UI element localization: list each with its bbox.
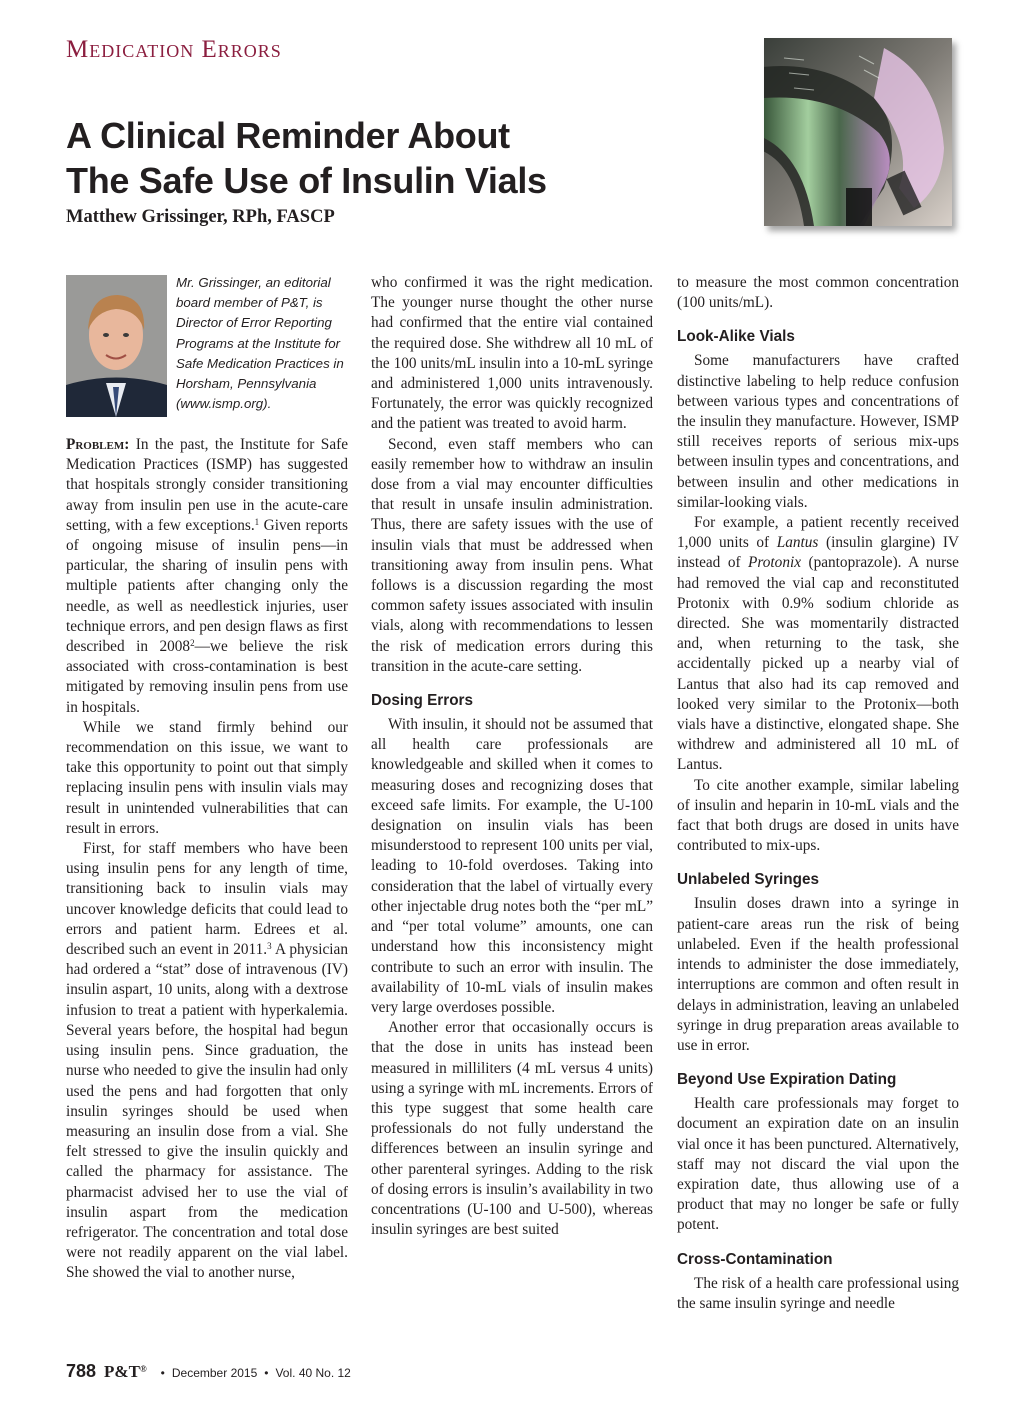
drug-name-lantus: Lantus: [776, 534, 819, 552]
paragraph: [677, 513, 959, 776]
volume-issue: Vol. 40 No. 12: [275, 1366, 351, 1380]
column-3: [677, 273, 959, 1314]
column-2: [371, 273, 653, 1240]
author-bio-block: [66, 273, 348, 435]
paragraph: Health care professionals may forget to document an expiration date on an insulin vial once it has been punctured. Alternatively, staff may not discard the vial upon the expiration date, thus allowing use of a product that may no longer be safe or fully potent.: [677, 1095, 959, 1234]
insulin-vials-image: [764, 38, 952, 226]
reference-mark: 3: [267, 941, 272, 952]
registered-mark: ®: [139, 1364, 147, 1374]
paragraph: to measure the most common concentration (100 units/mL).: [677, 274, 959, 312]
text-run: A physician had ordered a “stat” dose of intravenous (IV) insulin aspart, 10 units, along with a dextrose infusion to treat a patient with hyperkalemia. Several years before, the hospital had begun using insulin pens. Since graduation, the nurse who needed to give the insulin had only used the pens and had forgotten that only insulin syringes should be used when measuring an insulin dose from a vial. She felt stressed to give the insulin quickly and called the pharmacy for assistance. The pharmacist advised her to use the vial of insulin aspart from the medication refrigerator. The concentration and total dose were not readily apparent on the vial label. She showed the vial to another nurse,: [66, 941, 348, 1282]
text-run: Given reports of ongoing misuse of insulin pens—in particular, the sharing of insulin pens with multiple patients after changing only the needle, as well as needlestick injuries, user technique errors, and pen design flaws as first described in 2008: [66, 516, 348, 656]
page-footer: [66, 1361, 351, 1382]
author-byline: Matthew Grissinger, RPh, FASCP: [66, 207, 335, 227]
paragraph: Insulin doses drawn into a syringe in patient-care areas run the risk of being unlabeled. Even if the health professional intends to administer the dose immediately, interruptions are common and often result in delays in administration, leaving an unlabeled syringe in drug preparation areas available to use in error.: [677, 895, 959, 1054]
reference-mark: 2: [190, 638, 195, 649]
journal-title: P&T: [104, 1362, 140, 1381]
paragraph: To cite another example, similar labeling of insulin and heparin in 10-mL vials and the fact that both drugs are dosed in units have contributed to mix-ups.: [677, 776, 959, 855]
section-label: Medication Errors: [66, 36, 282, 63]
paragraph: who confirmed it was the right medication. The younger nurse thought the other nurse had confirmed that the entire vial contained the required dose. She withdrew all 10 mL of the 100 units/mL insulin into a 10-mL syringe and administered 1,000 units intravenously. Fortunately, the error was quickly recognized and the patient was treated to avoid harm.: [371, 274, 653, 433]
paragraph: Some manufacturers have crafted distinctive labeling to help reduce confusion between various types and concentrations of the insulin they manufacture. However, ISMP still receives reports of serious mix-ups between insulin types and concentrations, and between insulin and other medications in similar-looking vials.: [677, 352, 959, 511]
section-heading-cross-contamination: Cross-Contamination: [677, 1250, 833, 1268]
reference-mark: 1: [254, 516, 260, 527]
drug-name-protonix: Protonix: [748, 554, 802, 572]
problem-label: Problem:: [66, 436, 130, 453]
section-heading-look-alike-vials: Look-Alike Vials: [677, 328, 795, 346]
text-run: First, for staff members who have been using insulin pens for any length of time, transitioning back to insulin vials may uncover knowledge deficits that could lead to errors and patient harm. Edrees et al. described such an event in 2011.: [66, 840, 348, 959]
journal-name: [104, 1362, 147, 1382]
paragraph: With insulin, it should not be assumed that all health care professionals are knowledgeable and skilled when it comes to measuring doses and recognizing doses that exceed safe limits. For example, the U-100 designation on insulin vials has been misunderstood to represent 100 units per vial, leading to 10-fold overdoses. Taking into consideration that the label of virtually every other injectable drug notes both the “per mL” and “per total volume” amounts, one can understand how this inconsistency might contribute to such an error with insulin. The availability of 10-mL vials of insulin makes very large overdoses possible.: [371, 716, 653, 1016]
text-run: —we believe the risk associated with cross-contamination is best mitigated by removing insulin pens from use in hospitals.: [66, 638, 348, 716]
paragraph: While we stand firmly behind our recommendation on this issue, we want to take this opportunity to point out that simply replacing insulin pens with insulin vials may result in unintended vulnerabilities that can result in errors.: [66, 718, 348, 837]
section-heading-dosing-errors: Dosing Errors: [371, 692, 473, 710]
section-heading-beyond-use-dating: Beyond Use Expiration Dating: [677, 1071, 897, 1089]
page-number: 788: [66, 1361, 97, 1381]
paragraph: Another error that occasionally occurs is that the dose in units has instead been measured in milliliters (4 mL versus 4 units) using a syringe with mL increments. Errors of this type suggest that some health care professionals do not fully understand the differences between an insulin syringe and other parenteral syringes. Adding to the risk of dosing errors is insulin’s availability in two concentrations (U-100 and U-500), whereas insulin syringes are best suited: [371, 1019, 653, 1239]
text-run: (pantoprazole). A nurse had removed the vial cap and reconstituted Protonix with 0.9% sodium chloride as directed. She was momentarily distracted and, when returning to the task, she accidentally picked up a nearby vial of Lantus that also had its cap removed and looked very similar to the Protonix—both vials have a distinctive, elongated shape. She withdrew and administered all 10 mL of Lantus.: [677, 554, 959, 774]
paragraph: [66, 839, 348, 1283]
separator-dot: •: [160, 1366, 165, 1380]
paragraph: [66, 435, 348, 718]
title-line-1: A Clinical Reminder About: [66, 115, 510, 156]
column-1: [66, 273, 348, 1284]
section-heading-unlabeled-syringes: Unlabeled Syringes: [677, 871, 819, 889]
article-title: [66, 113, 547, 203]
separator-dot: •: [264, 1366, 269, 1380]
paragraph: Second, even staff members who can easily remember how to withdraw an insulin dose from a vial may encounter difficulties that result in unsafe insulin administration. Thus, there are safety issues with the use of insulin vials that must be addressed when transitioning away from insulin pens. What follows is a discussion regarding the most common safety issues associated with insulin vials, along with recommendations to lessen the risk of medication errors during this transition in the acute-care setting.: [371, 435, 653, 675]
paragraph: The risk of a health care professional using the same insulin syringe and needle: [677, 1274, 959, 1312]
text-run: In the past, the Institute for Safe Medication Practices (ISMP) has suggested that hospitals strongly consider transitioning away from insulin pen use in the acute-care setting, with a few exceptions.: [66, 436, 348, 534]
text-run: (insulin glargine) IV instead of: [677, 534, 959, 572]
author-bio: Mr. Grissinger, an editorial board member of P&T, is Director of Error Reporting Programs at the Institute for Safe Medication Practices in Horsham, Pennsylvania (www.ismp.org).: [176, 275, 344, 412]
text-run: For example, a patient recently received 1,000 units of: [677, 514, 959, 552]
author-photo: [66, 275, 167, 417]
issue-date: December 2015: [171, 1366, 258, 1380]
title-line-2: The Safe Use of Insulin Vials: [66, 160, 547, 201]
